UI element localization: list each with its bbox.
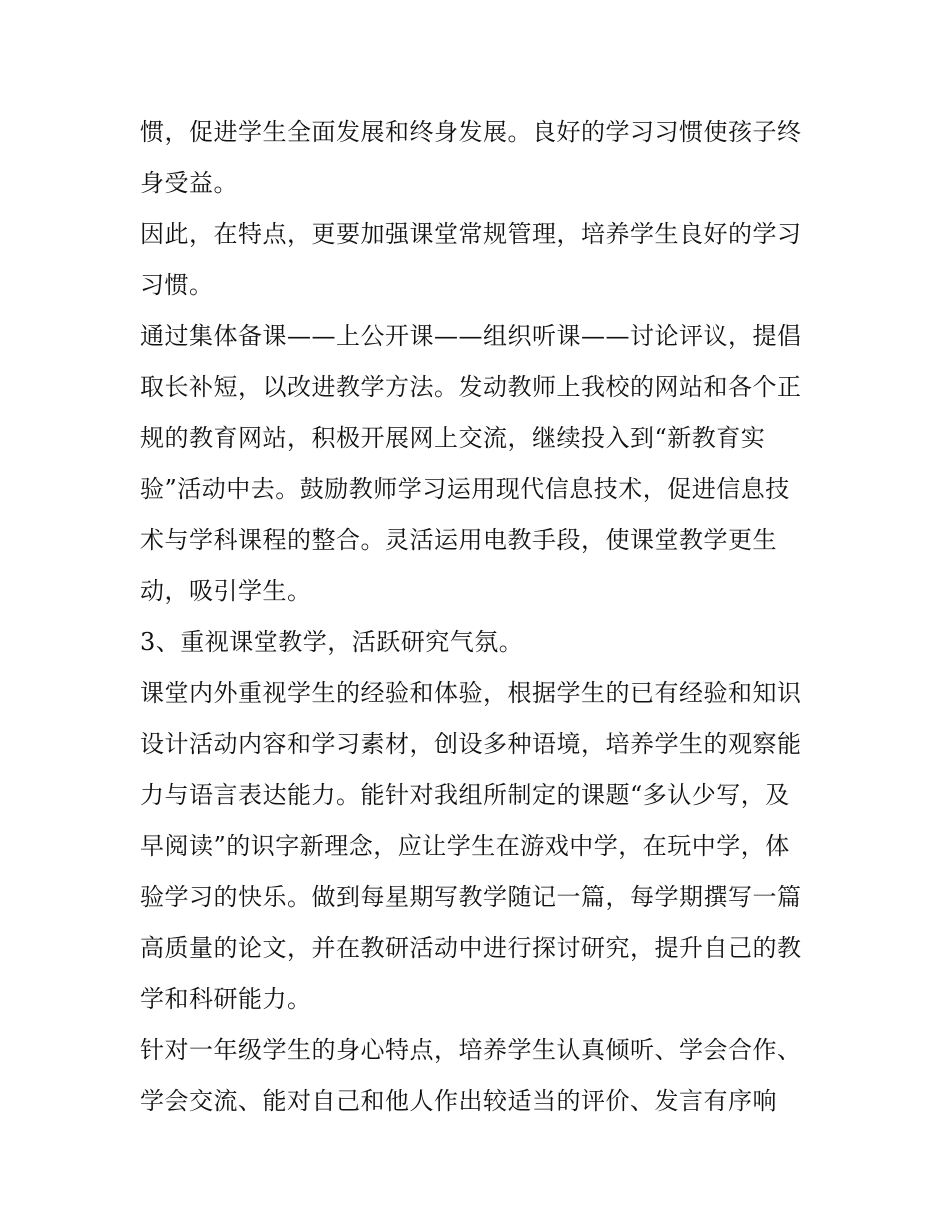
text-line: 早阅读”的识字新理念，应让学生在游戏中学，在玩中学，体	[140, 832, 790, 860]
text-line: 通过集体备课——上公开课——组织听课——讨论评议，提倡	[140, 322, 802, 350]
text-line: 学和科研能力。	[140, 985, 312, 1013]
document-body	[140, 107, 820, 1127]
text-line: 高质量的论文，并在教研活动中进行探讨研究，提升自己的教	[140, 934, 802, 962]
section-heading: 3、重视课堂教学，活跃研究气氛。	[140, 628, 524, 656]
text-line: 针对一年级学生的身心特点，培养学生认真倾听、学会合作、	[140, 1036, 802, 1064]
text-line: 因此，在特点，更要加强课堂常规管理，培养学生良好的学习	[140, 220, 802, 248]
text-line: 设计活动内容和学习素材，创设多种语境，培养学生的观察能	[140, 730, 802, 758]
text-line: 规的教育网站，积极开展网上交流，继续投入到“新教育实	[140, 424, 766, 452]
text-line: 力与语言表达能力。能针对我组所制定的课题“多认少写，及	[140, 781, 790, 809]
text-line: 取长补短，以改进教学方法。发动教师上我校的网站和各个正	[140, 373, 802, 401]
text-line: 验学习的快乐。做到每星期写教学随记一篇，每学期撰写一篇	[140, 883, 802, 911]
text-line: 习惯。	[140, 271, 214, 299]
text-line: 验”活动中去。鼓励教师学习运用现代信息技术，促进信息技	[140, 475, 790, 503]
text-line: 惯，促进学生全面发展和终身发展。良好的学习习惯使孩子终	[140, 118, 802, 146]
text-line: 术与学科课程的整合。灵活运用电教手段，使课堂教学更生	[140, 526, 777, 554]
text-line: 课堂内外重视学生的经验和体验，根据学生的已有经验和知识	[140, 679, 802, 707]
text-line: 学会交流、能对自己和他人作出较适当的评价、发言有序响	[140, 1087, 777, 1115]
text-line: 动，吸引学生。	[140, 577, 312, 605]
text-line: 身受益。	[140, 169, 238, 197]
